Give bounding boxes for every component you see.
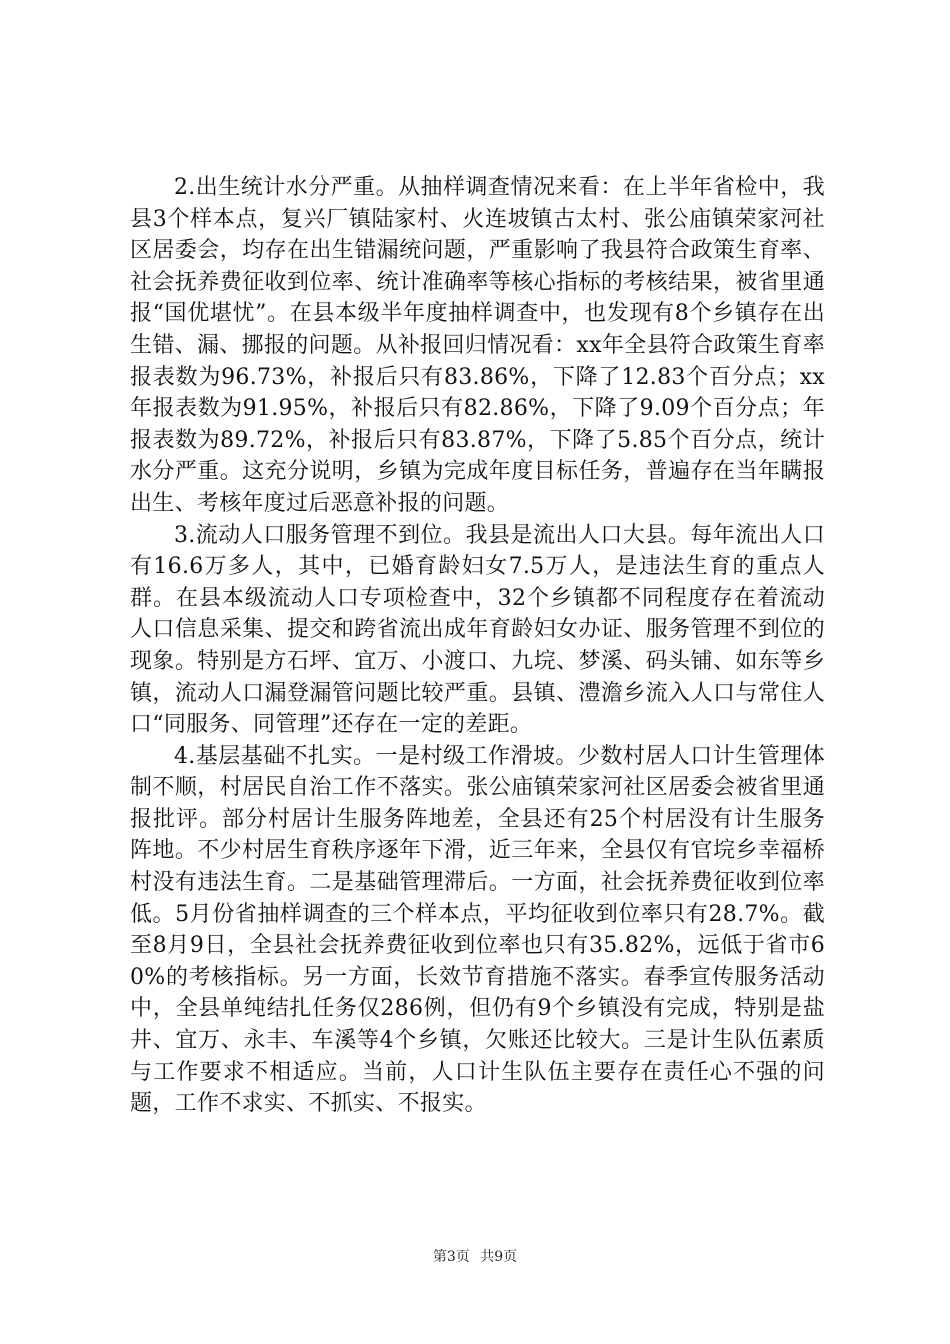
page-number: 第3页 — [432, 1249, 470, 1265]
paragraph-birth-statistics: 2.出生统计水分严重。从抽样调查情况来看：在上半年省检中，我县3个样本点，复兴厂镇陆家村、火连坡镇古太村、张公庙镇荣家河社区居委会，均存在出生错漏统问题，严重影响了我县符合政策生育率、社会抚养费征收到位率、统计准确率等核心指标的考核结果，被省里通报“国优堪忧”。在县本级半年度抽样调查中，也发现有8个乡镇存在出生错、漏、挪报的问题。从补报回归情况看：xx年全县符合政策生育率报表数为96.73%，补报后只有83.86%，下降了12.83个百分点；xx年报表数为91.95%，补报后只有82.86%，下降了9.09个百分点；年报表数为89.72%，补报后只有83.87%，下降了5.85个百分点，统计水分严重。这充分说明，乡镇为完成年度目标任务，普遍存在当年瞒报出生、考核年度过后恶意补报的问题。 — [130, 175, 825, 516]
page-footer — [0, 1246, 950, 1266]
document-body — [130, 172, 825, 1120]
paragraph-floating-population: 3.流动人口服务管理不到位。我县是流出人口大县。每年流出人口有16.6万多人，其中，已婚育龄妇女7.5万人，是违法生育的重点人群。在县本级流动人口专项检查中，32个乡镇都不同程度存在着流动人口信息采集、提交和跨省流出成年育龄妇女办证、服务管理不到位的现象。特别是方石坪、宜万、小渡口、九垸、梦溪、码头铺、如东等乡镇，流动人口漏登漏管问题比较严重。县镇、澧澹乡流入人口与常住人口“同服务、同管理”还存在一定的差距。 — [130, 522, 825, 738]
page-total: 共9页 — [480, 1249, 518, 1265]
paragraph-grassroots-foundation: 4.基层基础不扎实。一是村级工作滑坡。少数村居人口计生管理体制不顺，村居民自治工作不落实。张公庙镇荣家河社区居委会被省里通报批评。部分村居计生服务阵地差，全县还有25个村居没有计生服务阵地。不少村居生育秩序逐年下滑，近三年来，全县仅有官垸乡幸福桥村没有违法生育。二是基础管理滞后。一方面，社会抚养费征收到位率低。5月份省抽样调查的三个样本点，平均征收到位率只有28.7%。截至8月9日，全县社会抚养费征收到位率也只有35.82%，远低于省市60%的考核指标。另一方面，长效节育措施不落实。春季宣传服务活动中，全县单纯结扎任务仅286例，但仍有9个乡镇没有完成，特别是盐井、宜万、永丰、车溪等4个乡镇，欠账还比较大。三是计生队伍素质与工作要求不相适应。当前，人口计生队伍主要存在责任心不强的问题，工作不求实、不抓实、不报实。 — [130, 743, 825, 1117]
